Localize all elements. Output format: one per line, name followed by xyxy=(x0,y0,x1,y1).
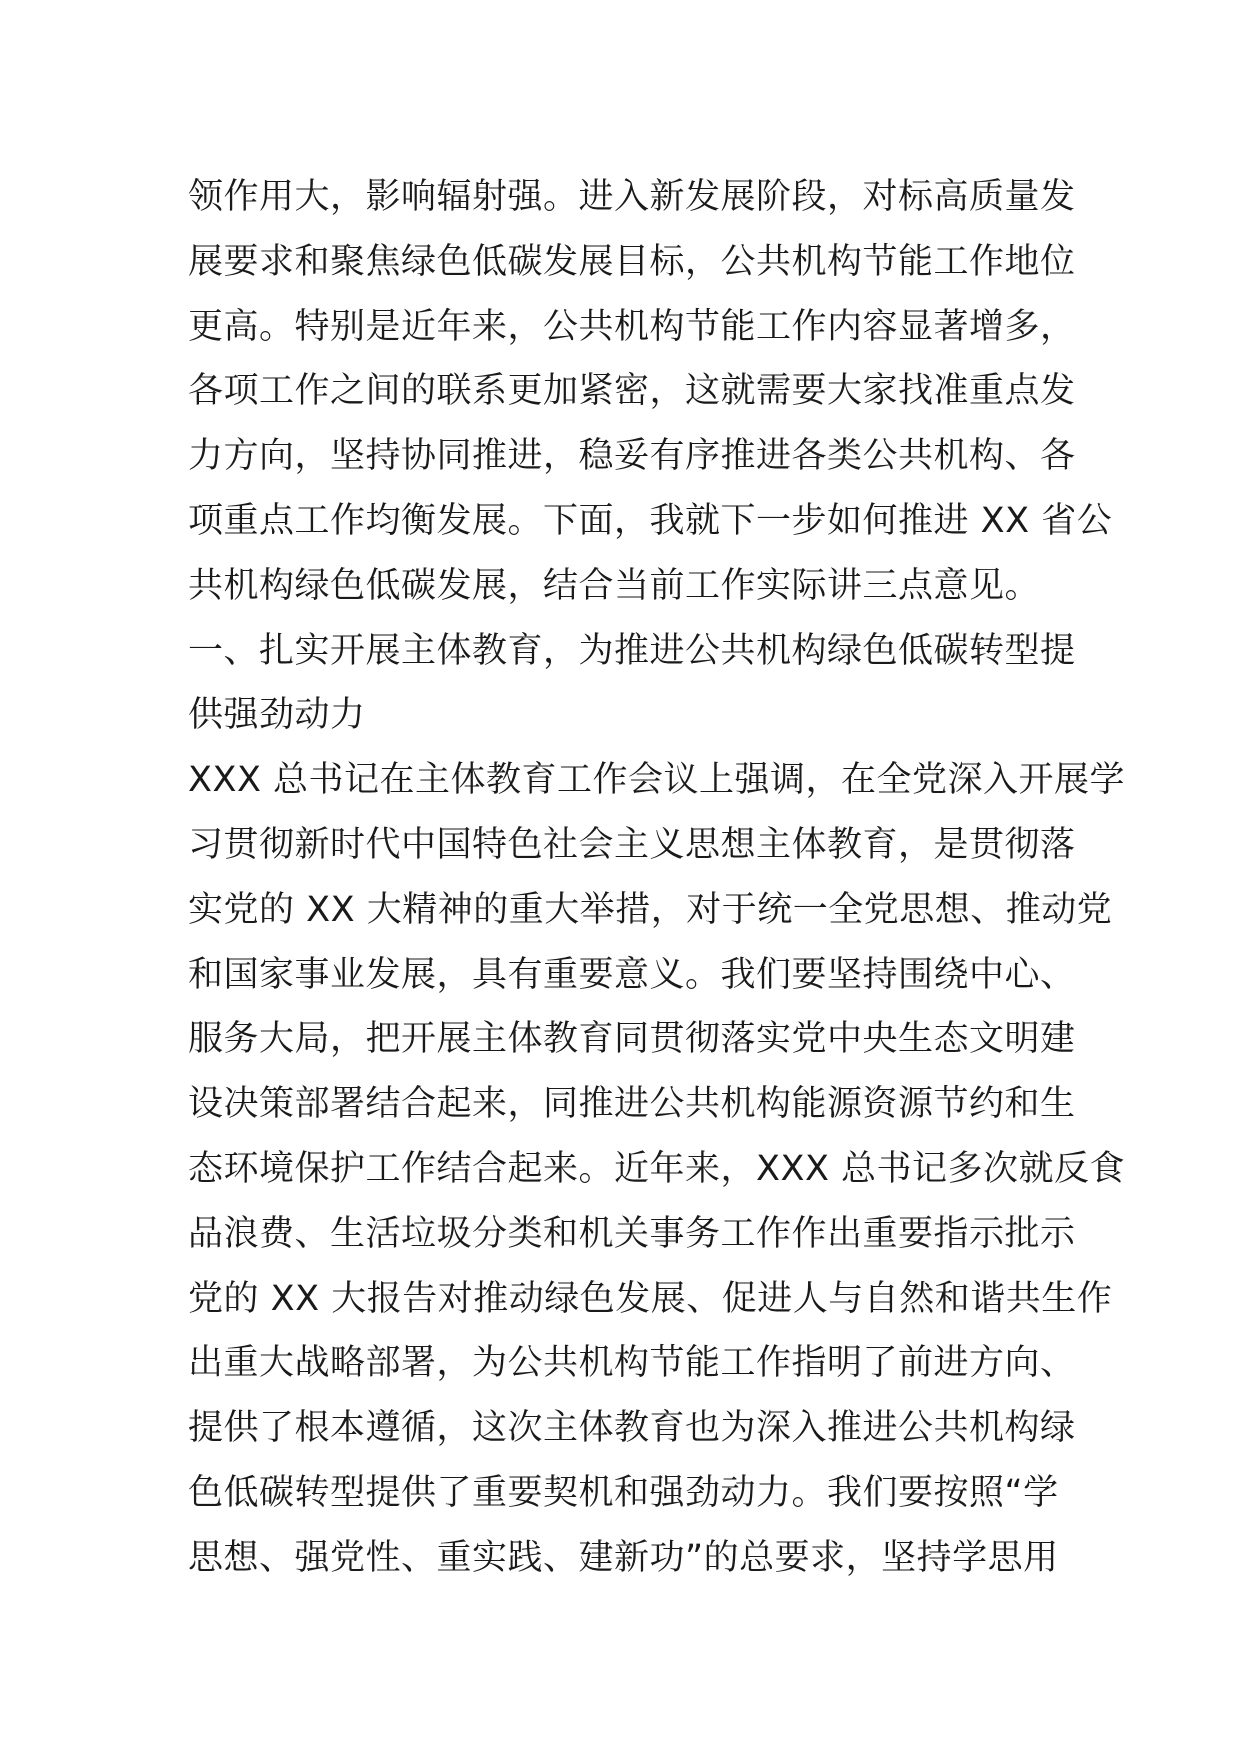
text-line: 出重大战略部署，为公共机构节能工作指明了前进方向、 xyxy=(188,1343,1076,1384)
section-heading-line: 供强劲动力 xyxy=(188,695,366,736)
text-line: 项重点工作均衡发展。下面，我就下一步如何推进 XX 省公 xyxy=(188,500,1113,541)
text-line: 展要求和聚焦绿色低碳发展目标，公共机构节能工作地位 xyxy=(188,241,1076,282)
text-line: 色低碳转型提供了重要契机和强劲动力。我们要按照“学 xyxy=(188,1472,1059,1513)
text-line: 思想、强党性、重实践、建新功”的总要求，坚持学思用 xyxy=(188,1537,1059,1578)
text-line: XXX 总书记在主体教育工作会议上强调，在全党深入开展学 xyxy=(188,760,1126,801)
text-line: 更高。特别是近年来，公共机构节能工作内容显著增多， xyxy=(188,306,1076,347)
text-line: 服务大局，把开展主体教育同贯彻落实党中央生态文明建 xyxy=(188,1019,1076,1060)
text-line: 提供了根本遵循，这次主体教育也为深入推进公共机构绿 xyxy=(188,1408,1076,1449)
text-line: 实党的 XX 大精神的重大举措，对于统一全党思想、推动党 xyxy=(188,889,1113,930)
text-line: 和国家事业发展，具有重要意义。我们要坚持围绕中心、 xyxy=(188,954,1076,995)
body-text xyxy=(188,165,1126,1591)
text-line: 习贯彻新时代中国特色社会主义思想主体教育，是贯彻落 xyxy=(188,824,1076,865)
text-line: 品浪费、生活垃圾分类和机关事务工作作出重要指示批示 xyxy=(188,1213,1076,1254)
section-heading-line: 一、扎实开展主体教育，为推进公共机构绿色低碳转型提 xyxy=(188,630,1076,671)
text-line: 力方向，坚持协同推进，稳妥有序推进各类公共机构、各 xyxy=(188,436,1076,477)
text-line: 态环境保护工作结合起来。近年来，XXX 总书记多次就反食 xyxy=(188,1148,1126,1189)
text-line: 党的 XX 大报告对推动绿色发展、促进人与自然和谐共生作 xyxy=(188,1278,1113,1319)
text-line: 各项工作之间的联系更加紧密，这就需要大家找准重点发 xyxy=(188,371,1076,412)
text-line: 设决策部署结合起来，同推进公共机构能源资源节约和生 xyxy=(188,1084,1076,1125)
text-line: 领作用大，影响辐射强。进入新发展阶段，对标高质量发 xyxy=(188,177,1076,217)
text-line: 共机构绿色低碳发展，结合当前工作实际讲三点意见。 xyxy=(188,565,1041,606)
